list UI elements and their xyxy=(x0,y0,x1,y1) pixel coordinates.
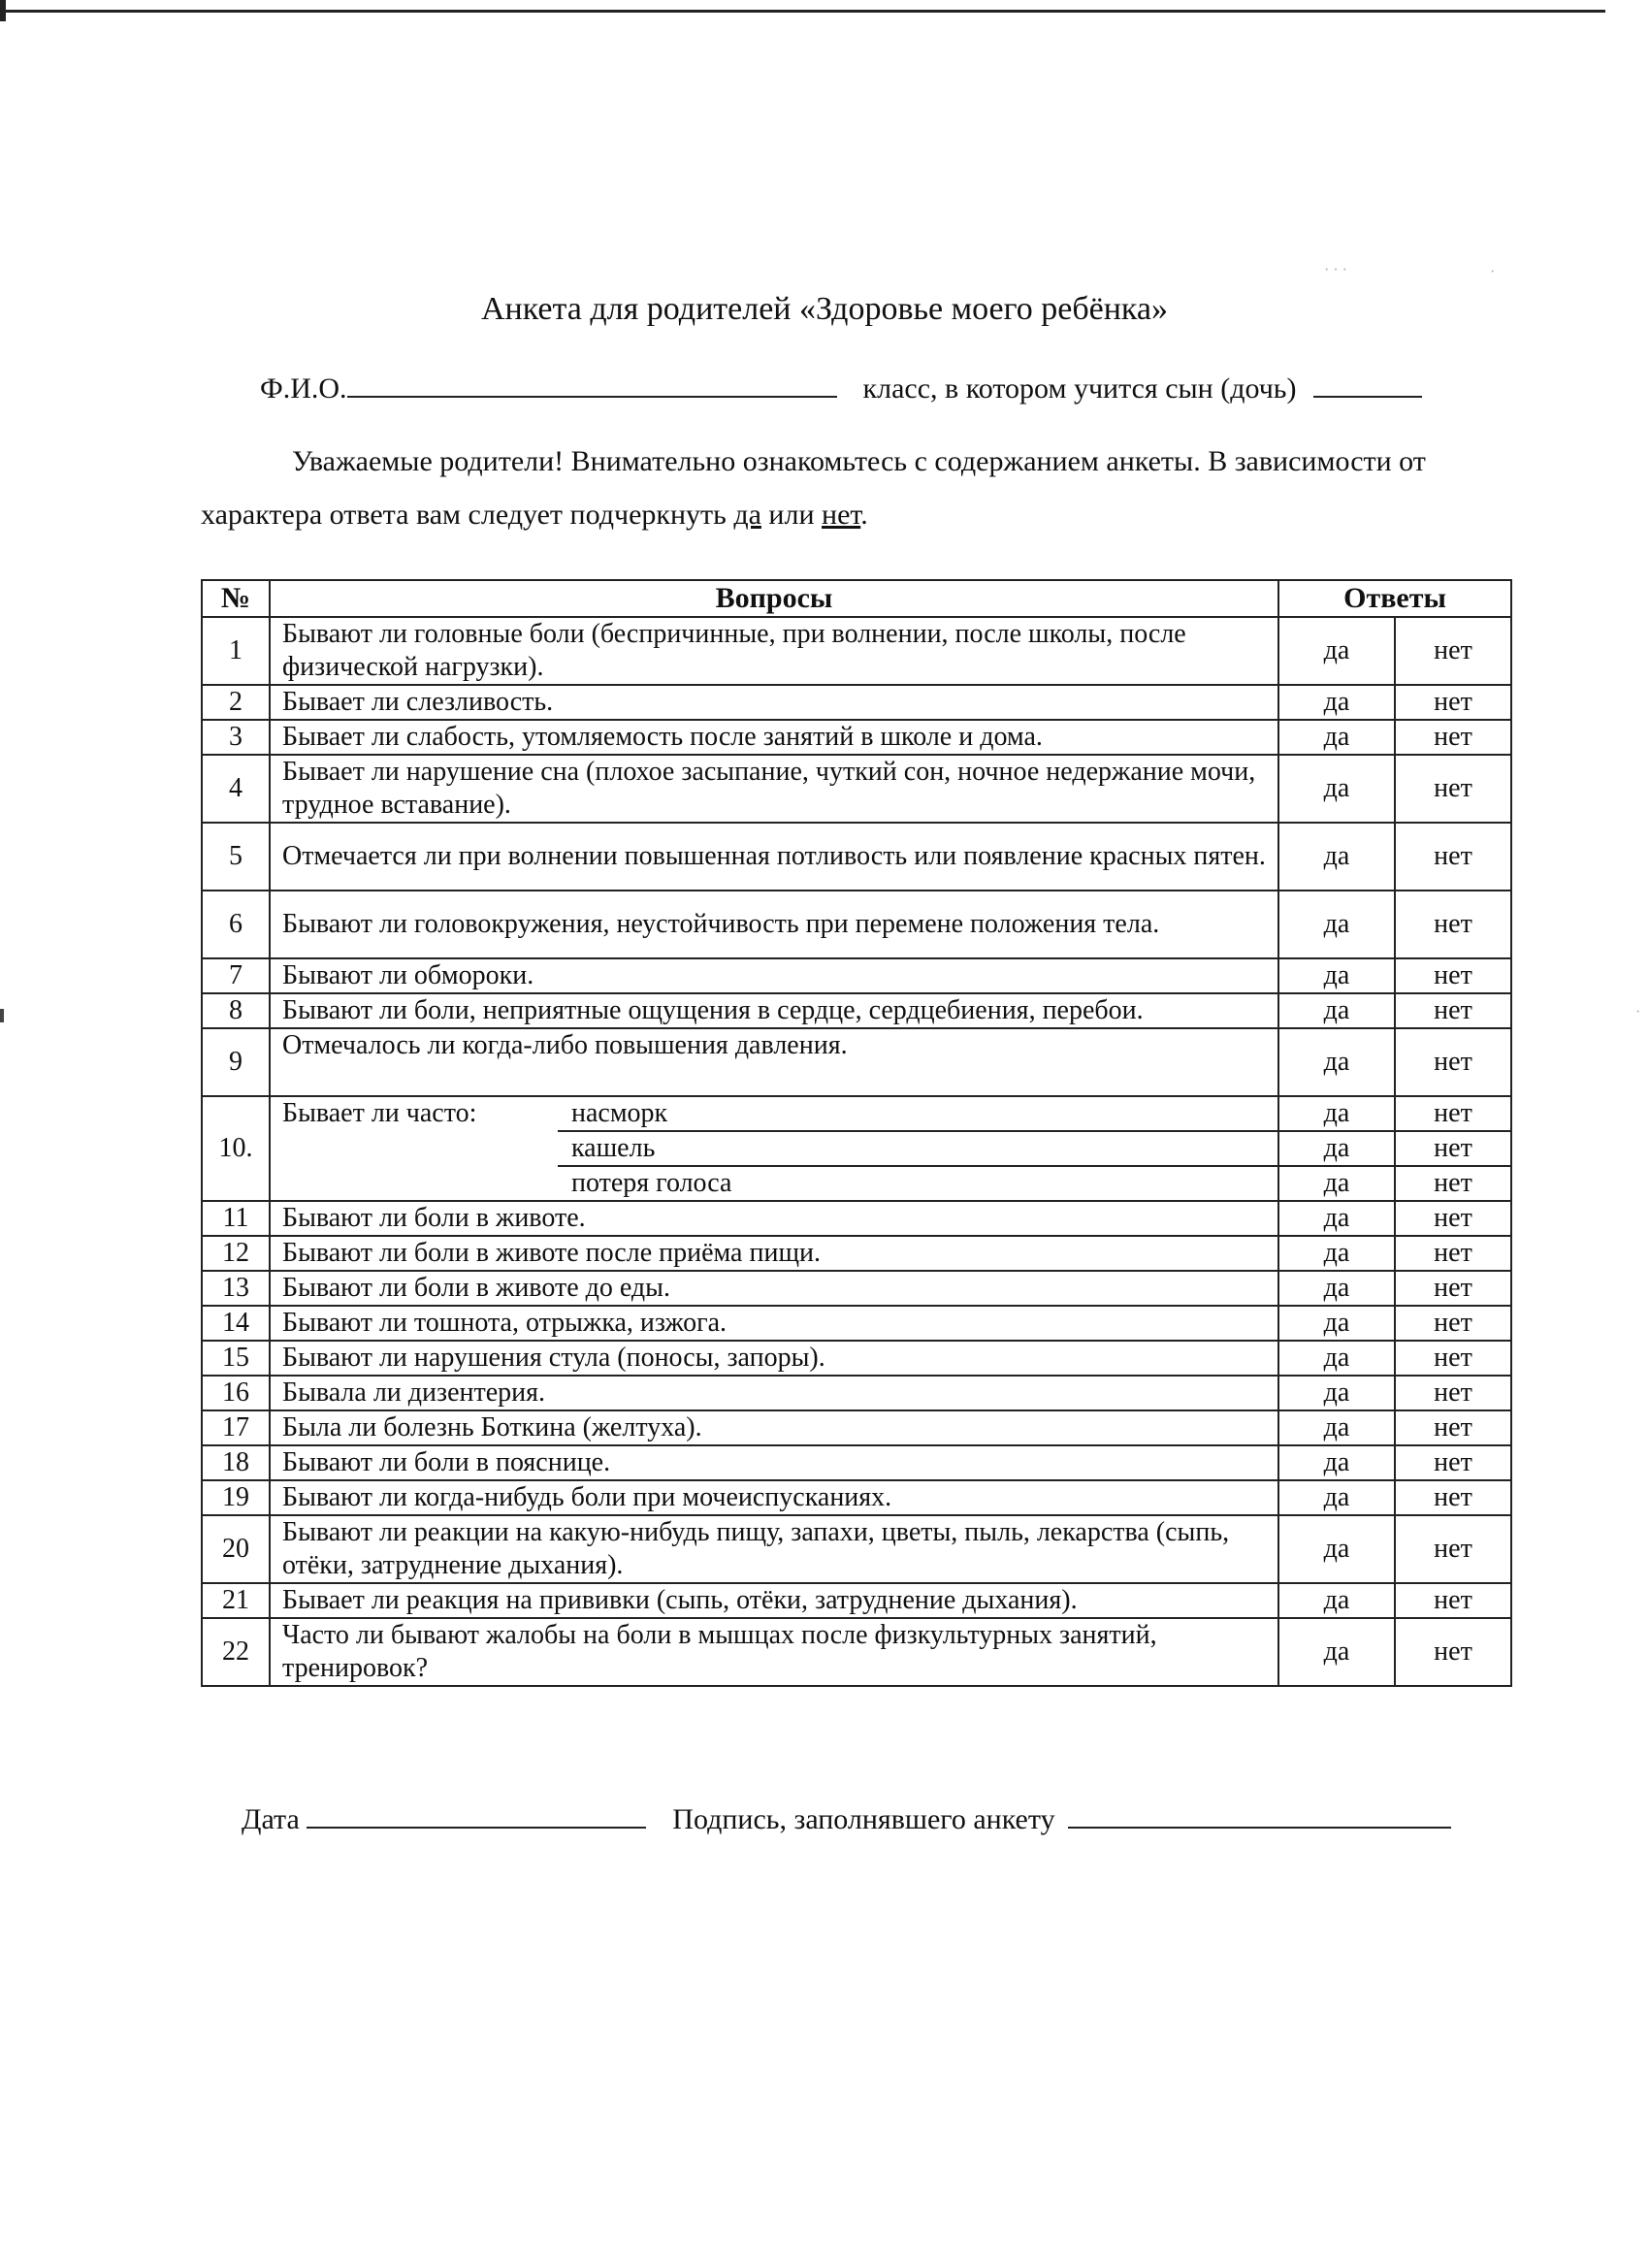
answer-no[interactable]: нет xyxy=(1395,1166,1511,1201)
scan-left-edge xyxy=(0,0,7,2268)
scan-top-border xyxy=(0,10,1605,13)
answer-yes[interactable]: да xyxy=(1278,685,1395,720)
answer-no[interactable]: нет xyxy=(1395,1618,1511,1686)
answer-yes[interactable]: да xyxy=(1278,1306,1395,1341)
row-number: 20 xyxy=(202,1515,270,1583)
answer-yes[interactable]: да xyxy=(1278,1376,1395,1410)
answer-yes[interactable]: да xyxy=(1278,1480,1395,1515)
answer-no[interactable]: нет xyxy=(1395,1236,1511,1271)
table-row xyxy=(202,1410,1511,1445)
header-answers: Ответы xyxy=(1278,580,1511,617)
table-row xyxy=(202,1618,1511,1686)
row-number: 12 xyxy=(202,1236,270,1271)
table-row xyxy=(202,1306,1511,1341)
table-row xyxy=(202,1271,1511,1306)
answer-no[interactable]: нет xyxy=(1395,1028,1511,1096)
answer-no[interactable]: нет xyxy=(1395,1515,1511,1583)
question-lead: Бывает ли часто: xyxy=(282,1098,477,1128)
row-number: 14 xyxy=(202,1306,270,1341)
page-title: Анкета для родителей «Здоровье моего ребёнка» xyxy=(480,291,1169,327)
table-row xyxy=(202,958,1511,993)
question-text xyxy=(270,1096,1278,1201)
or-word: или xyxy=(768,499,815,531)
intro-dot: . xyxy=(860,499,868,531)
answer-yes[interactable]: да xyxy=(1278,1236,1395,1271)
table-row xyxy=(202,685,1511,720)
answer-yes[interactable]: да xyxy=(1278,1410,1395,1445)
answer-no[interactable]: нет xyxy=(1395,1376,1511,1410)
footer xyxy=(242,1799,1451,1836)
answer-no[interactable]: нет xyxy=(1395,720,1511,755)
header-questions: Вопросы xyxy=(270,580,1278,617)
table-row xyxy=(202,1096,1511,1131)
answer-no[interactable]: нет xyxy=(1395,1201,1511,1236)
no-word: нет xyxy=(822,499,861,531)
table-row xyxy=(202,1583,1511,1618)
row-number: 7 xyxy=(202,958,270,993)
question-text: Отмечается ли при волнении повышенная потливость или появление красных пятен. xyxy=(270,823,1278,891)
answer-yes[interactable]: да xyxy=(1278,1166,1395,1201)
table-row xyxy=(202,1028,1511,1096)
answer-no[interactable]: нет xyxy=(1395,1096,1511,1131)
date-label: Дата xyxy=(242,1803,300,1835)
question-text: Бывают ли боли в животе после приёма пищи. xyxy=(270,1236,1278,1271)
row-number: 9 xyxy=(202,1028,270,1096)
answer-no[interactable]: нет xyxy=(1395,993,1511,1028)
answer-yes[interactable]: да xyxy=(1278,1201,1395,1236)
table-row xyxy=(202,1341,1511,1376)
signature-label: Подпись, заполнявшего анкету xyxy=(672,1803,1055,1835)
answer-no[interactable]: нет xyxy=(1395,1306,1511,1341)
table-row xyxy=(202,1376,1511,1410)
row-number: 4 xyxy=(202,755,270,823)
question-text: Бывают ли тошнота, отрыжка, изжога. xyxy=(270,1306,1278,1341)
row-number: 5 xyxy=(202,823,270,891)
answer-yes[interactable]: да xyxy=(1278,1131,1395,1166)
signature-field[interactable] xyxy=(1068,1799,1451,1829)
question-text: Бывают ли боли, неприятные ощущения в сердце, сердцебиения, перебои. xyxy=(270,993,1278,1028)
row-number: 22 xyxy=(202,1618,270,1686)
question-text: Бывают ли когда-нибудь боли при мочеиспусканиях. xyxy=(270,1480,1278,1515)
question-text: Бывают ли нарушения стула (поносы, запоры). xyxy=(270,1341,1278,1376)
question-text: Бывают ли обмороки. xyxy=(270,958,1278,993)
sub-question: потеря голоса xyxy=(571,1168,732,1198)
question-text: Бывает ли слабость, утомляемость после занятий в школе и дома. xyxy=(270,720,1278,755)
row-number: 2 xyxy=(202,685,270,720)
question-text: Бывают ли боли в пояснице. xyxy=(270,1445,1278,1480)
intro-paragraph xyxy=(201,435,1510,541)
answer-yes[interactable]: да xyxy=(1278,1028,1395,1096)
row-number: 16 xyxy=(202,1376,270,1410)
answer-no[interactable]: нет xyxy=(1395,1271,1511,1306)
question-text: Бывает ли слезливость. xyxy=(270,685,1278,720)
answer-no[interactable]: нет xyxy=(1395,1131,1511,1166)
answer-yes[interactable]: да xyxy=(1278,891,1395,958)
table-row xyxy=(202,1515,1511,1583)
table-row xyxy=(202,823,1511,891)
answer-yes[interactable]: да xyxy=(1278,1096,1395,1131)
question-text: Бывают ли реакции на какую-нибудь пищу, запахи, цветы, пыль, лекарства (сыпь, отёки, затруднение дыхания). xyxy=(270,1515,1278,1583)
answer-no[interactable]: нет xyxy=(1395,958,1511,993)
question-text: Бывает ли реакция на прививки (сыпь, отёки, затруднение дыхания). xyxy=(270,1583,1278,1618)
answer-yes[interactable]: да xyxy=(1278,1583,1395,1618)
row-number: 18 xyxy=(202,1445,270,1480)
answer-no[interactable]: нет xyxy=(1395,823,1511,891)
row-number: 13 xyxy=(202,1271,270,1306)
answer-yes[interactable]: да xyxy=(1278,755,1395,823)
class-field[interactable] xyxy=(1313,369,1422,398)
answer-yes[interactable]: да xyxy=(1278,1271,1395,1306)
answer-yes[interactable]: да xyxy=(1278,1341,1395,1376)
answer-yes[interactable]: да xyxy=(1278,1618,1395,1686)
row-number: 21 xyxy=(202,1583,270,1618)
sub-question: кашель xyxy=(558,1132,1277,1167)
fio-field[interactable] xyxy=(347,369,837,398)
table-row xyxy=(202,1201,1511,1236)
row-number: 17 xyxy=(202,1410,270,1445)
question-text: Часто ли бывают жалобы на боли в мышцах после физкультурных занятий, тренировок? xyxy=(270,1618,1278,1686)
question-text: Бывала ли дизентерия. xyxy=(270,1376,1278,1410)
answer-yes[interactable]: да xyxy=(1278,1445,1395,1480)
scan-speck: · xyxy=(1635,1004,1641,1021)
answer-no[interactable]: нет xyxy=(1395,1445,1511,1480)
table-row xyxy=(202,1480,1511,1515)
answer-no[interactable]: нет xyxy=(1395,755,1511,823)
answer-no[interactable]: нет xyxy=(1395,685,1511,720)
answer-no[interactable]: нет xyxy=(1395,1583,1511,1618)
header-number: № xyxy=(202,580,270,617)
scan-speck: · xyxy=(1490,264,1496,280)
row-number: 10. xyxy=(202,1096,270,1201)
yes-word: да xyxy=(733,499,761,531)
question-text: Была ли болезнь Боткина (желтуха). xyxy=(270,1410,1278,1445)
answer-yes[interactable]: да xyxy=(1278,823,1395,891)
table-row xyxy=(202,993,1511,1028)
row-number: 15 xyxy=(202,1341,270,1376)
fio-label: Ф.И.О. xyxy=(260,373,347,405)
answer-no[interactable]: нет xyxy=(1395,1341,1511,1376)
question-text: Бывает ли нарушение сна (плохое засыпание, чуткий сон, ночное недержание мочи, трудное вставание). xyxy=(270,755,1278,823)
question-text: Бывают ли боли в животе до еды. xyxy=(270,1271,1278,1306)
intro-line-1: Уважаемые родители! Внимательно ознакомьтесь с содержанием анкеты. В зависимости от xyxy=(292,445,1426,477)
table-row xyxy=(202,1445,1511,1480)
row-number: 19 xyxy=(202,1480,270,1515)
scan-speck: · · · xyxy=(1324,262,1347,278)
answer-yes[interactable]: да xyxy=(1278,720,1395,755)
date-field[interactable] xyxy=(307,1799,646,1829)
answer-no[interactable]: нет xyxy=(1395,1410,1511,1445)
table-row xyxy=(202,617,1511,685)
table-row xyxy=(202,1236,1511,1271)
answer-no[interactable]: нет xyxy=(1395,891,1511,958)
question-text: Бывают ли боли в животе. xyxy=(270,1201,1278,1236)
question-text: Отмечалось ли когда-либо повышения давления. xyxy=(270,1028,1278,1096)
answer-yes[interactable]: да xyxy=(1278,617,1395,685)
answer-yes[interactable]: да xyxy=(1278,1515,1395,1583)
question-text: Бывают ли головокружения, неустойчивость при перемене положения тела. xyxy=(270,891,1278,958)
row-number: 11 xyxy=(202,1201,270,1236)
intro-line-2: характера ответа вам следует подчеркнуть xyxy=(201,499,727,531)
row-number: 1 xyxy=(202,617,270,685)
row-number: 6 xyxy=(202,891,270,958)
question-text: Бывают ли головные боли (беспричинные, при волнении, после школы, после физической нагрузки). xyxy=(270,617,1278,685)
sub-question: насморк xyxy=(558,1097,1277,1132)
questionnaire-table xyxy=(201,579,1512,1687)
fio-row xyxy=(260,369,1422,405)
answer-no[interactable]: нет xyxy=(1395,617,1511,685)
answer-yes[interactable]: да xyxy=(1278,993,1395,1028)
table-row xyxy=(202,755,1511,823)
answer-yes[interactable]: да xyxy=(1278,958,1395,993)
table-row xyxy=(202,891,1511,958)
class-label: класс, в котором учится сын (дочь) xyxy=(862,373,1297,405)
row-number: 8 xyxy=(202,993,270,1028)
table-row xyxy=(202,720,1511,755)
answer-no[interactable]: нет xyxy=(1395,1480,1511,1515)
row-number: 3 xyxy=(202,720,270,755)
